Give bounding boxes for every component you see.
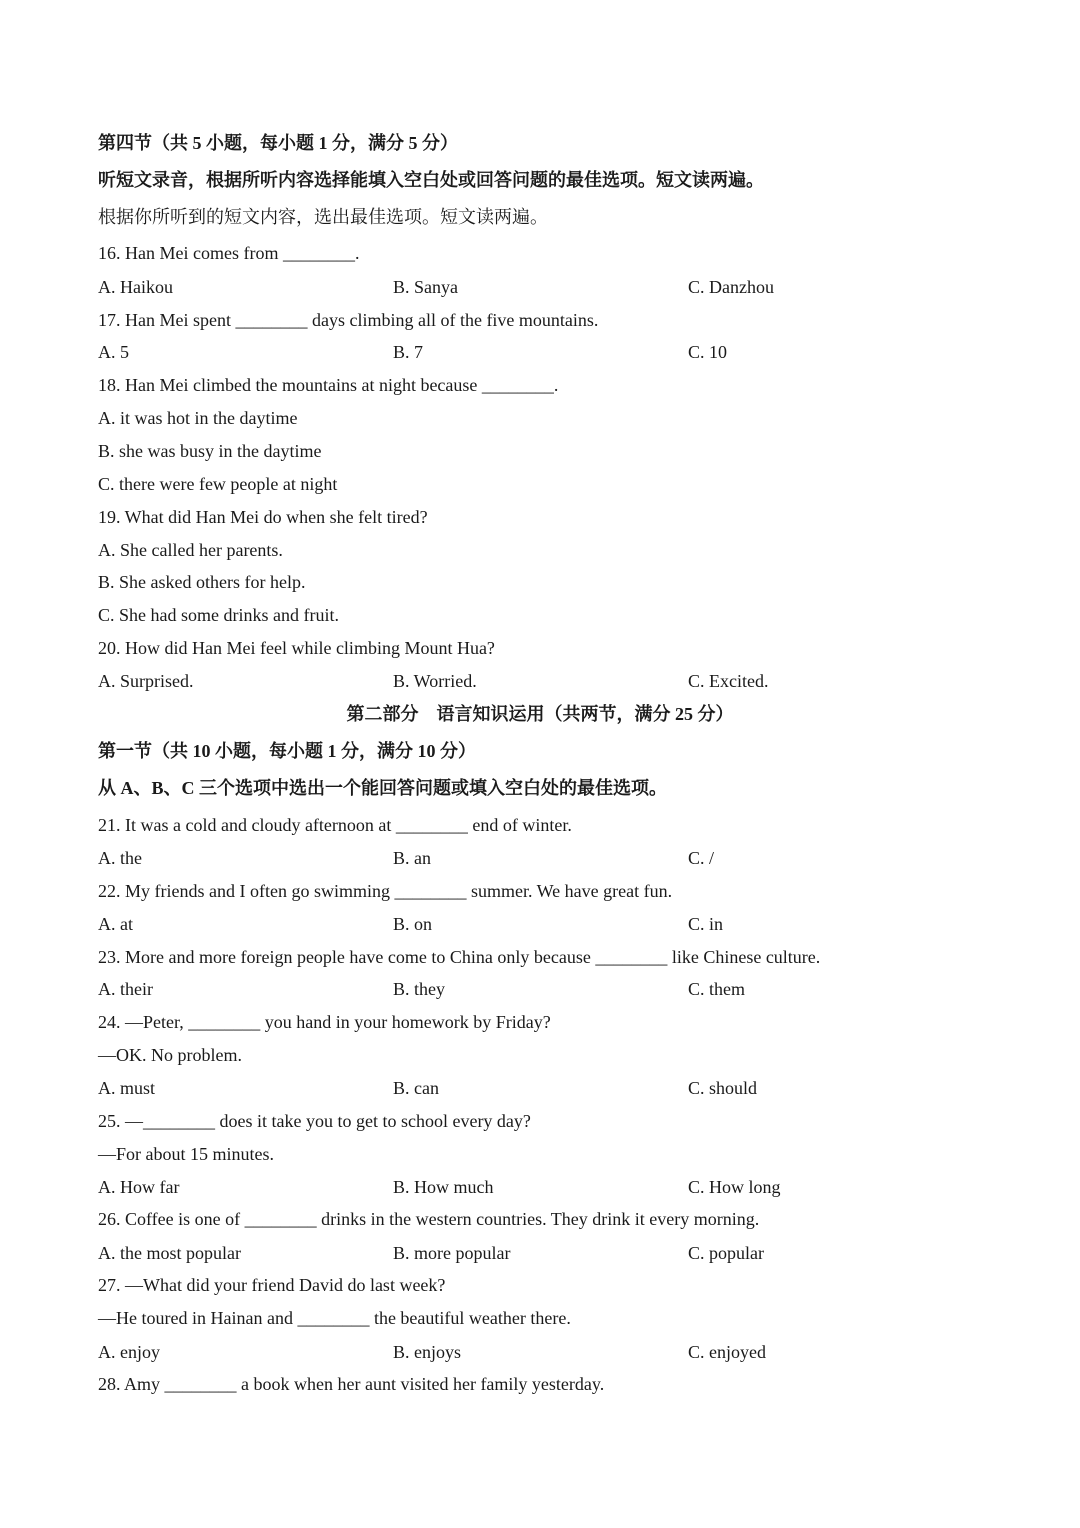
question-stem: 22. My friends and I often go swimming ________ summer. We have great fun. (98, 881, 673, 901)
option-c: C. popular (688, 1243, 764, 1263)
question-stem: 28. Amy ________ a book when her aunt visited her family yesterday. (98, 1374, 605, 1394)
option-b: B. Sanya (393, 277, 458, 297)
question-stem: 19. What did Han Mei do when she felt tired? (98, 507, 428, 527)
option-a: A. their (98, 979, 153, 999)
option-b: B. How much (393, 1177, 494, 1197)
question-stem: 27. —What did your friend David do last week? (98, 1275, 446, 1295)
question-stem: 24. —Peter, ________ you hand in your homework by Friday? (98, 1012, 551, 1032)
part-2-heading: 第二部分 语言知识运用（共两节，满分 25 分） (346, 704, 734, 724)
question-stem: 20. How did Han Mei feel while climbing Mount Hua? (98, 638, 495, 658)
option-c: C. How long (688, 1177, 781, 1197)
option-b: B. Worried. (393, 671, 477, 691)
part-2-section-1-instruction: 从 A、B、C 三个选项中选出一个能回答问题或填入空白处的最佳选项。 (98, 778, 668, 798)
question-stem: 17. Han Mei spent ________ days climbing all of the five mountains. (98, 310, 599, 330)
option-a: A. must (98, 1078, 156, 1098)
option-c: C. Excited. (688, 671, 769, 691)
dialogue-reply: —For about 15 minutes. (98, 1144, 274, 1164)
option-a: A. Surprised. (98, 671, 194, 691)
option-a: A. She called her parents. (98, 540, 283, 560)
option-b: B. more popular (393, 1243, 511, 1263)
option-c: C. in (688, 914, 724, 934)
question-stem: 26. Coffee is one of ________ drinks in the western countries. They drink it every morning. (98, 1209, 760, 1229)
option-a: A. enjoy (98, 1342, 160, 1362)
option-a: A. How far (98, 1177, 180, 1197)
part-2-section-1-heading: 第一节（共 10 小题，每小题 1 分，满分 10 分） (98, 741, 476, 761)
option-c: C. should (688, 1078, 758, 1098)
option-b: B. enjoys (393, 1342, 462, 1362)
option-a: A. at (98, 914, 133, 934)
option-b: B. She asked others for help. (98, 572, 306, 592)
section-4-subinstruction: 根据你所听到的短文内容，选出最佳选项。短文读两遍。 (98, 207, 548, 227)
option-c: C. / (688, 848, 715, 868)
option-b: B. on (393, 914, 433, 934)
option-b: B. they (393, 979, 445, 999)
option-b: B. can (393, 1078, 439, 1098)
option-c: C. there were few people at night (98, 474, 338, 494)
option-b: B. an (393, 848, 431, 868)
option-c: C. enjoyed (688, 1342, 766, 1362)
section-4-heading: 第四节（共 5 小题，每小题 1 分，满分 5 分） (98, 133, 458, 153)
option-a: A. 5 (98, 342, 129, 362)
option-c: C. She had some drinks and fruit. (98, 605, 339, 625)
section-4-instruction: 听短文录音，根据所听内容选择能填入空白处或回答问题的最佳选项。短文读两遍。 (98, 170, 764, 190)
option-b: B. she was busy in the daytime (98, 441, 322, 461)
question-stem: 25. —________ does it take you to get to school every day? (98, 1111, 531, 1131)
dialogue-reply: —He toured in Hainan and ________ the beautiful weather there. (98, 1308, 571, 1328)
option-a: A. the most popular (98, 1243, 241, 1263)
option-a: A. Haikou (98, 277, 173, 297)
question-stem: 21. It was a cold and cloudy afternoon at ________ end of winter. (98, 815, 572, 835)
option-a: A. it was hot in the daytime (98, 408, 298, 428)
dialogue-reply: —OK. No problem. (98, 1045, 242, 1065)
option-a: A. the (98, 848, 142, 868)
option-c: C. 10 (688, 342, 728, 362)
option-c: C. them (688, 979, 745, 999)
option-b: B. 7 (393, 342, 424, 362)
question-stem: 23. More and more foreign people have come to China only because ________ like Chinese culture. (98, 947, 821, 967)
option-c: C. Danzhou (688, 277, 774, 297)
question-stem: 18. Han Mei climbed the mountains at night because ________. (98, 375, 559, 395)
question-stem: 16. Han Mei comes from ________. (98, 243, 360, 263)
